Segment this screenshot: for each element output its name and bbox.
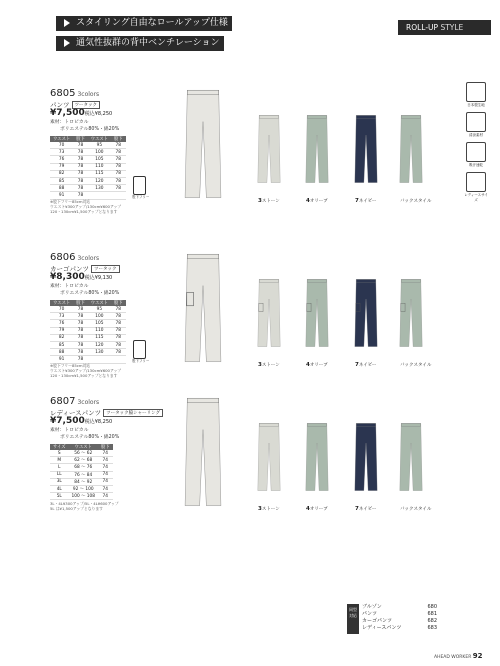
material-line: 素材：トロピカル [50,120,89,125]
triangle-icon [64,39,70,47]
table-cell: 95 [88,142,111,149]
color-number: 3 [258,362,262,368]
table-cell: 78 [111,334,126,341]
color-variant-image [397,413,425,505]
table-cell [88,356,111,363]
code-number: 6805 [50,88,76,99]
table-cell: 100 [88,313,111,320]
color-caption [400,506,431,512]
table-cell: 95 [88,306,111,313]
color-name: バックスタイル [400,363,432,368]
inseam-free-label: 股下フリー [132,195,150,199]
style-tag-strong: ROLL-UP [406,23,439,32]
table-header: ウエスト [69,444,98,450]
table-header: 股下 [111,300,126,306]
style-tag [398,20,491,35]
color-caption [306,362,328,368]
feature-icons [463,82,489,207]
name-text: パンツ [50,101,70,109]
color-name: オリーブ [309,363,328,368]
triangle-icon [64,19,70,27]
table-row [50,457,113,464]
inseam-free-icon [133,176,146,195]
material [50,120,119,133]
color-variant-image [397,269,425,361]
table-cell: 130 [88,185,111,192]
feature-label: レディースサイズ [464,193,488,202]
table-cell: 78 [73,349,88,356]
color-number: 7 [355,362,359,368]
color-variant-image [303,269,331,361]
table-cell: 78 [73,163,88,170]
inseam-free-label: 股下フリー [132,359,150,363]
table-header: 股下 [98,444,113,450]
table-cell: 74 [98,464,113,471]
material [50,428,119,441]
table-cell: 78 [73,306,88,313]
table-cell: 73 [50,149,73,156]
table-row [50,327,126,334]
table-cell: 70 [50,306,73,313]
table-cell: 74 [98,450,113,457]
tuck-tag: ツータック [72,101,101,109]
table-header: ウエスト [50,300,73,306]
table-cell: 78 [73,341,88,348]
material [50,284,119,297]
table-cell [111,356,126,363]
table-cell: 79 [50,327,73,334]
price-value: ¥7,500 [50,416,85,426]
table-header: ウエスト [88,136,111,142]
table-cell: 78 [73,156,88,163]
color-name: ストーン [261,507,280,512]
table-cell: 78 [111,185,126,192]
table-cell: 78 [111,163,126,170]
table-cell: 92 〜 100 [69,485,98,492]
table-row [50,464,113,471]
table-row [50,192,126,199]
price [50,272,112,282]
table-cell: 78 [73,149,88,156]
table-cell: 130 [88,349,111,356]
table-cell: 78 [73,170,88,177]
table-cell: 78 [111,327,126,334]
color-caption [355,506,377,512]
color-number: 4 [306,362,310,368]
table-cell: 88 [50,185,73,192]
table-cell: 62 〜 68 [69,457,98,464]
style-tag-light: STYLE [440,23,464,32]
same-type-badge: 同型 対応 [347,604,359,634]
list-item: カーゴパンツ 682 [362,618,437,624]
table-cell: 88 [50,349,73,356]
table-cell: 110 [88,163,111,170]
feature-label: 清涼素材 [469,133,483,137]
table-cell: 115 [88,170,111,177]
color-number: 7 [355,506,359,512]
price-tax: 税込¥9,130 [84,275,113,281]
sweat-icon [466,142,486,162]
table-cell: 78 [111,156,126,163]
table-cell: 78 [73,185,88,192]
table-cell: 74 [98,485,113,492]
color-name: オリーブ [309,507,328,512]
size-note: ※股下フリー85cm対応 ウエスト¥300アップ/130cm¥600アップ 120・130cm¥1,500アップとなります [50,363,122,379]
tuck-tag: ツータック [91,265,120,273]
table-cell: 79 [50,163,73,170]
color-caption [400,198,431,204]
table-row [50,334,126,341]
table-cell: 110 [88,327,111,334]
table-cell: 78 [111,341,126,348]
price-tax: 税込¥8,250 [84,111,113,117]
table-cell: 78 [73,313,88,320]
product-code [50,88,99,99]
page-footer [434,652,483,660]
color-caption [258,362,280,368]
table-row [50,485,113,492]
table-cell: 68 〜 76 [69,464,98,471]
table-cell: 3L [50,478,69,485]
color-name: ネイビー [358,363,377,368]
table-cell: 76 [50,156,73,163]
color-variant-image [255,413,283,505]
table-header: 股下 [73,136,88,142]
table-header: 股下 [111,136,126,142]
table-cell: 78 [111,142,126,149]
table-cell: M [50,457,69,464]
table-cell: 73 [50,313,73,320]
table-cell: 100 〜 108 [69,493,98,500]
table-cell: 78 [111,170,126,177]
table-cell: 85 [50,177,73,184]
table-cell: 85 [50,341,73,348]
table-row [50,185,126,192]
header-bar-2 [56,36,224,51]
feature-label: 吸汗速乾 [469,163,483,167]
table-cell: 78 [111,306,126,313]
feature-label: 日本製生地 [467,103,485,107]
color-number: 3 [258,506,262,512]
material-line: ポリエステル80%・綿20% [60,126,120,132]
color-number: 4 [306,198,310,204]
code-number: 6806 [50,252,76,263]
table-cell: 105 [88,320,111,327]
table-cell: 4L [50,485,69,492]
color-variant-image [255,105,283,197]
table-row [50,356,126,363]
table-row [50,349,126,356]
table-cell: 82 [50,170,73,177]
table-header: サイズ [50,444,69,450]
size-note: ※股下フリー85cm対応 ウエスト¥300アップ/130cm¥600アップ 120・130cm¥1,500アップとなります [50,199,122,215]
table-cell: 78 [111,349,126,356]
brand-name: AHEAD WORKER [434,655,472,660]
color-name: ストーン [261,363,280,368]
table-row [50,306,126,313]
code-number: 6807 [50,396,76,407]
table-cell: 78 [111,320,126,327]
table-header: ウエスト [50,136,73,142]
table-row [50,320,126,327]
table-cell: 74 [98,478,113,485]
table-cell: 78 [73,177,88,184]
table-cell: 115 [88,334,111,341]
table-row [50,450,113,457]
color-name: オリーブ [309,199,328,204]
price-tax: 税込¥8,250 [84,419,113,425]
cool-icon [466,112,486,132]
price [50,108,112,118]
table-cell: 74 [98,457,113,464]
table-cell: 100 [88,149,111,156]
material-line: ポリエステル80%・綿20% [60,290,120,296]
table-row [50,163,126,170]
color-caption [258,506,280,512]
list-item: レディースパンツ 683 [362,625,437,631]
table-cell: 78 [73,192,88,199]
color-caption [306,198,328,204]
table-row [50,341,126,348]
table-header: ウエスト [88,300,111,306]
table-cell [111,192,126,199]
main-product-image [180,252,226,368]
table-row [50,471,113,478]
main-product-image [180,396,226,512]
table-row [50,313,126,320]
color-number: 4 [306,506,310,512]
table-cell: 56 〜 62 [69,450,98,457]
table-cell: 120 [88,177,111,184]
color-variant-image [303,105,331,197]
table-row [50,170,126,177]
table-cell: 78 [111,313,126,320]
price-value: ¥8,300 [50,272,85,282]
table-row [50,493,113,500]
table-cell: 120 [88,341,111,348]
size-table [50,300,126,364]
table-cell: 70 [50,142,73,149]
product-code [50,252,99,263]
price-value: ¥7,500 [50,108,85,118]
table-row [50,478,113,485]
table-cell: 78 [111,149,126,156]
table-cell: L [50,464,69,471]
size-table [50,136,126,200]
table-row [50,142,126,149]
material-line: 素材：トロピカル [50,428,89,433]
table-cell: 74 [98,471,113,478]
material-line: ポリエステル80%・綿20% [60,434,120,440]
name-text: カーゴパンツ [50,265,89,273]
tuck-tag: ツータック脇シャーリング [103,409,163,417]
color-caption [355,198,377,204]
color-variant-image [352,105,380,197]
page-number: 92 [472,652,483,660]
colors-count: 3colors [77,399,100,406]
table-cell: 82 [50,334,73,341]
table-cell [88,192,111,199]
colors-count: 3colors [77,255,100,262]
color-name: ネイビー [358,507,377,512]
price [50,416,112,426]
table-row [50,156,126,163]
header-text-2: 通気性抜群の背中ベンチレーション [76,38,220,48]
color-name: ネイビー [358,199,377,204]
table-cell: 78 [73,142,88,149]
header-text-1: スタイリング自由なロールアップ仕様 [76,18,228,28]
material-line: 素材：トロピカル [50,284,89,289]
table-cell: 78 [73,320,88,327]
size-note: 3L・4L¥300アップ/5L・4L¥600アップ 5L は¥1,500アップとなります [50,500,119,511]
table-cell: 78 [111,177,126,184]
table-cell: 105 [88,156,111,163]
table-cell: 78 [73,327,88,334]
color-name: バックスタイル [400,507,432,512]
table-cell: 76 〜 84 [69,471,98,478]
color-variant-image [397,105,425,197]
table-cell: 76 [50,320,73,327]
product-code [50,396,99,407]
color-variant-image [303,413,331,505]
table-cell: 78 [73,356,88,363]
color-caption [355,362,377,368]
table-cell: 91 [50,192,73,199]
color-variant-image [352,269,380,361]
table-cell: 74 [98,493,113,500]
colors-count: 3colors [77,91,100,98]
table-row [50,177,126,184]
table-cell: S [50,450,69,457]
fabric-icon [466,82,486,102]
table-header: 股下 [73,300,88,306]
table-cell: 91 [50,356,73,363]
color-number: 7 [355,198,359,204]
table-cell: 5L [50,493,69,500]
color-caption [400,362,431,368]
table-row [50,149,126,156]
list-item: ブルゾン 680 [362,604,437,610]
ladies-size-icon [466,172,486,192]
same-type-list [362,604,437,632]
color-name: ストーン [261,199,280,204]
list-item: パンツ 681 [362,611,437,617]
size-table [50,444,113,500]
color-caption [258,198,280,204]
table-cell: 84 〜 92 [69,478,98,485]
table-cell: 78 [73,334,88,341]
color-name: バックスタイル [400,199,432,204]
main-product-image [180,88,226,204]
name-text: レディースパンツ [50,409,102,417]
color-number: 3 [258,198,262,204]
color-caption [306,506,328,512]
header-bar-1 [56,16,232,31]
color-variant-image [352,413,380,505]
table-cell: LL [50,471,69,478]
color-variant-image [255,269,283,361]
inseam-free-icon [133,340,146,359]
